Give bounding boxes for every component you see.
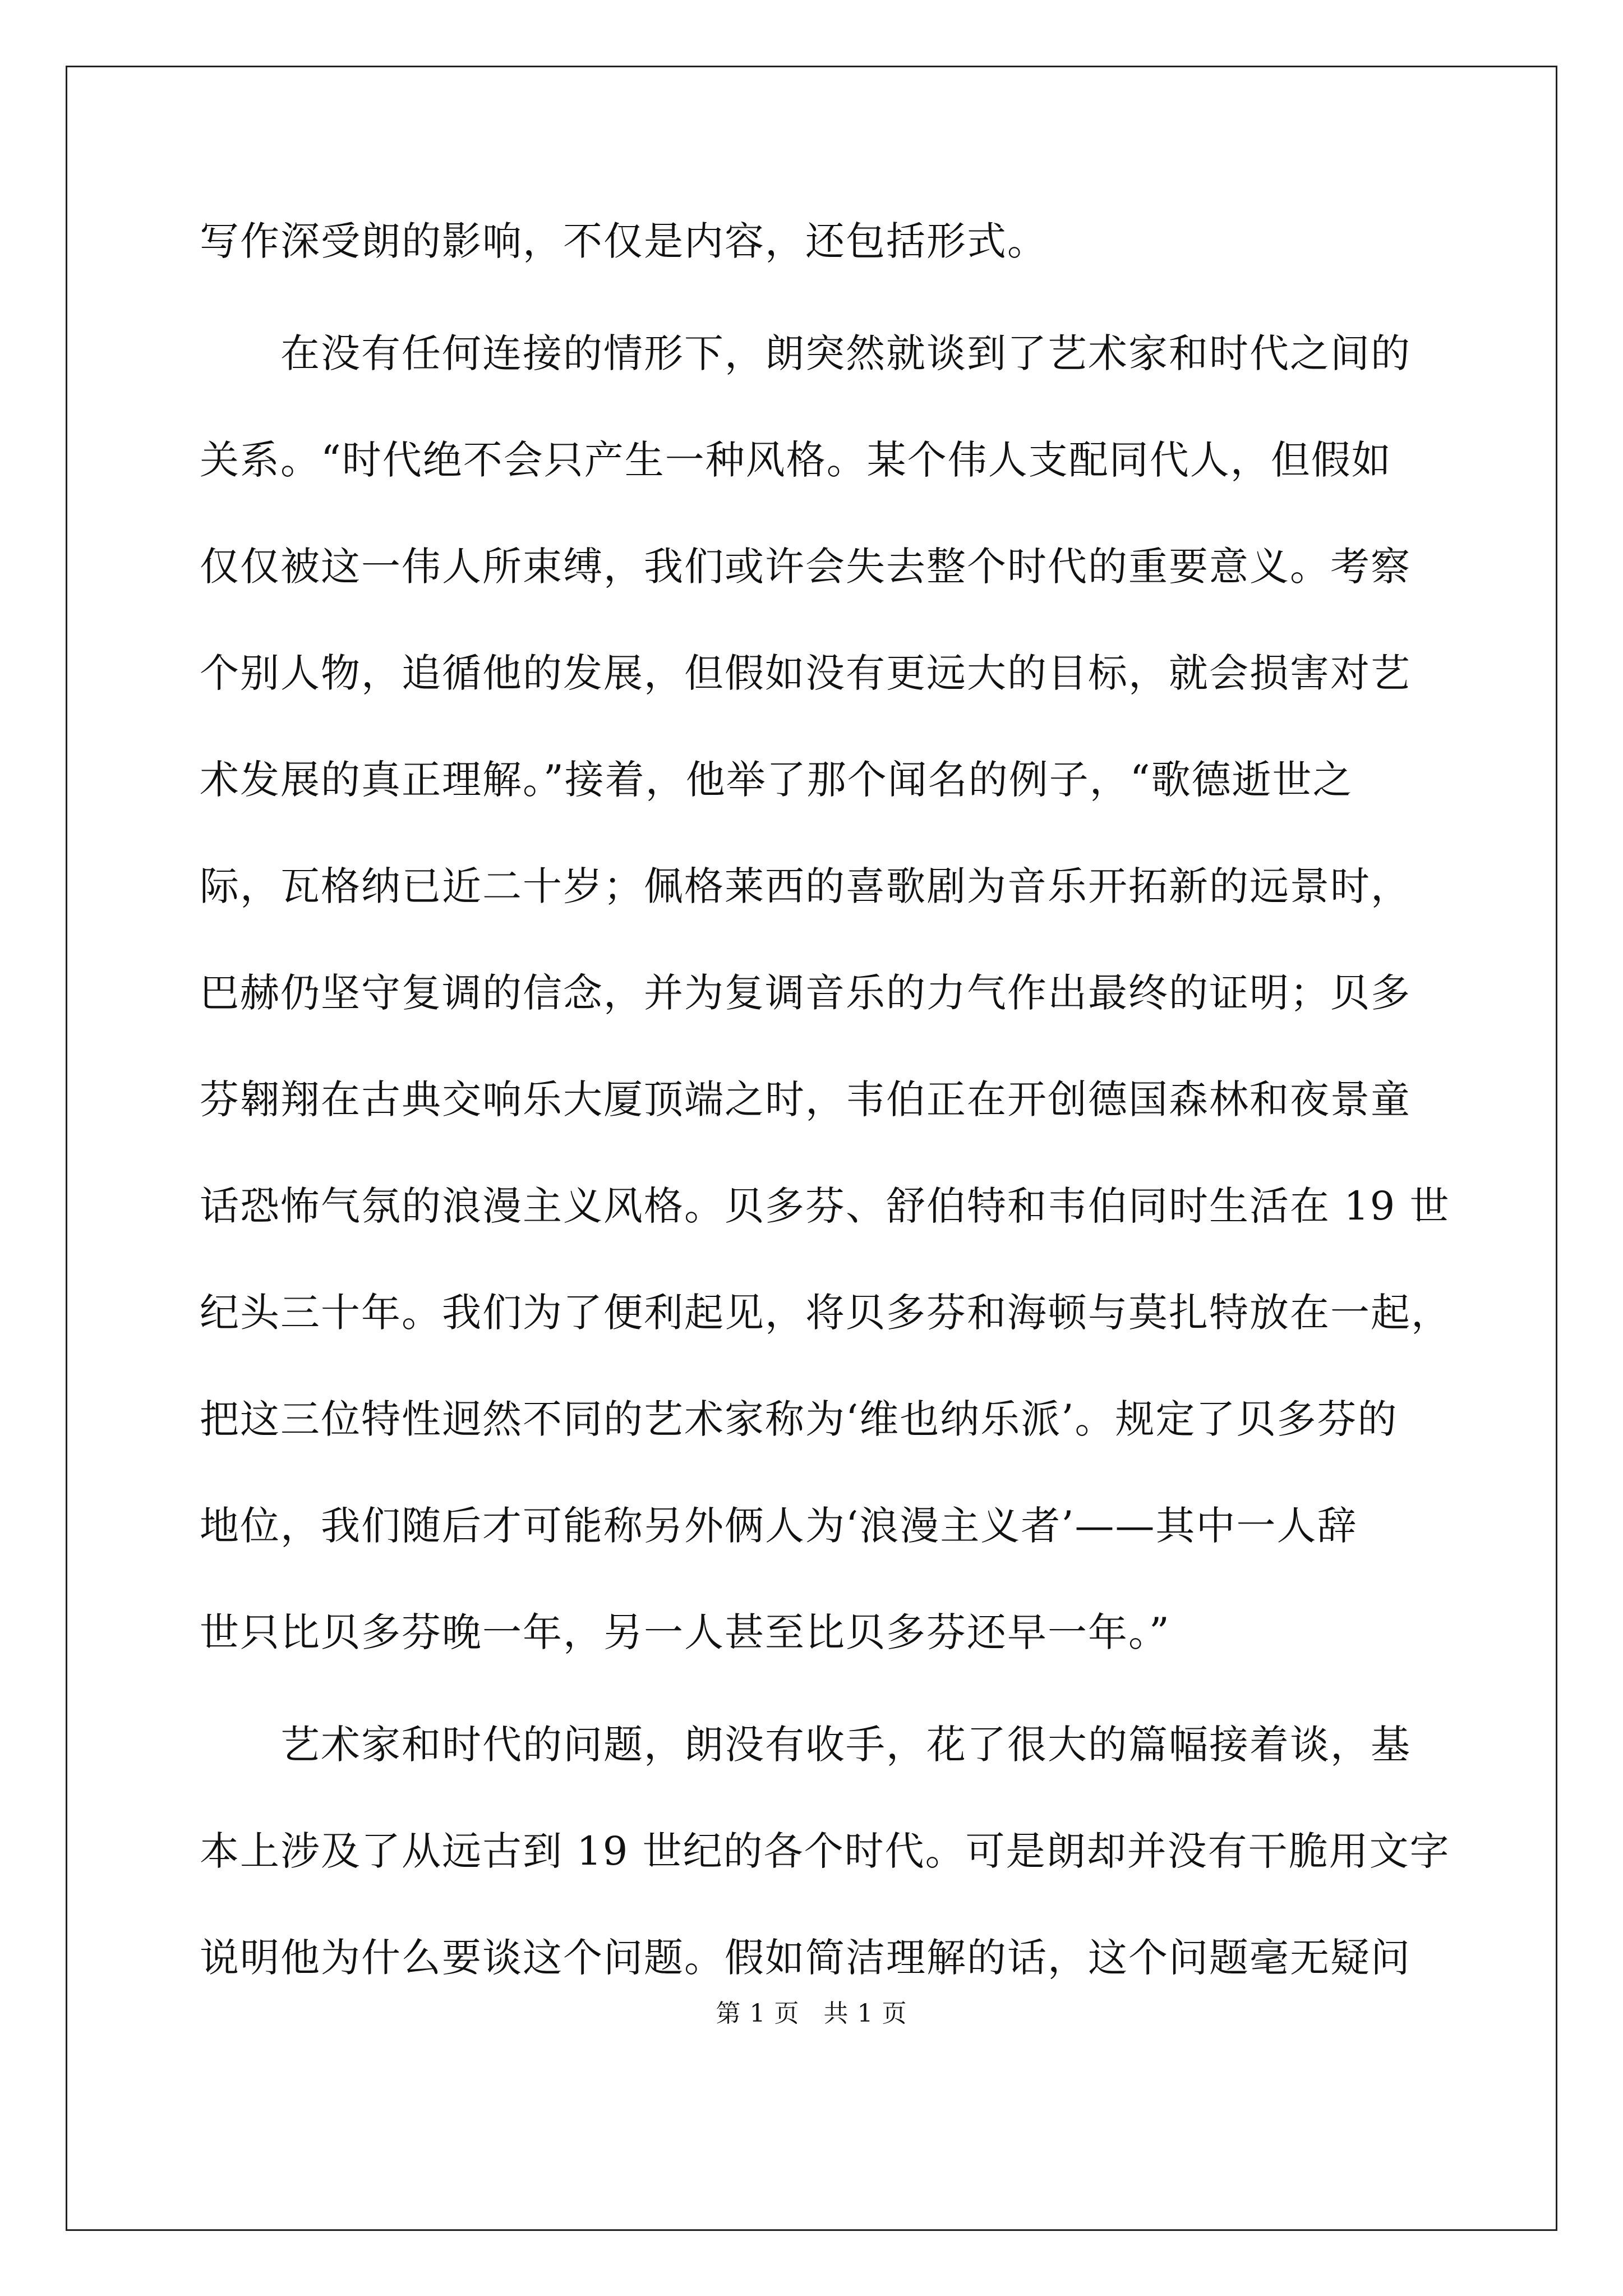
page-border xyxy=(66,66,1557,2231)
text-line: 艺术家和时代的问题，朗没有收手，花了很大的篇幅接着谈，基 xyxy=(200,1722,1411,1768)
page-footer xyxy=(0,1997,1623,2031)
text-line: 个别人物，追循他的发展，但假如没有更远大的目标，就会损害对艺 xyxy=(200,650,1411,696)
text-line: 说明他为什么要谈这个问题。假如简洁理解的话，这个问题毫无疑问 xyxy=(200,1935,1411,1981)
text-line: 关系。“时代绝不会只产生一种风格。某个伟人支配同代人，但假如 xyxy=(200,437,1392,483)
text-line: 在没有任何连接的情形下，朗突然就谈到了艺术家和时代之间的 xyxy=(200,330,1411,376)
text-line: 际，瓦格纳已近二十岁；佩格莱西的喜歌剧为音乐开拓新的远景时， xyxy=(200,863,1411,909)
text-line: 芬翱翔在古典交响乐大厦顶端之时，韦伯正在开创德国森林和夜景童 xyxy=(200,1076,1411,1122)
text-line: 世只比贝多芬晚一年，另一人甚至比贝多芬还早一年。” xyxy=(200,1609,1170,1655)
text-line: 把这三位特性迥然不同的艺术家称为‘维也纳乐派’。规定了贝多芬的 xyxy=(200,1396,1398,1442)
text-line: 写作深受朗的影响，不仅是内容，还包括形式。 xyxy=(200,218,1048,264)
text-line: 仅仅被这一伟人所束缚，我们或许会失去整个时代的重要意义。考察 xyxy=(200,544,1411,590)
page-number-total: 共 1 页 xyxy=(823,1999,907,2028)
page-number-current: 第 1 页 xyxy=(716,1999,800,2028)
text-line: 地位，我们随后才可能称另外俩人为‘浪漫主义者’——其中一人辞 xyxy=(200,1503,1358,1549)
text-line: 术发展的真正理解。”接着，他举了那个闻名的例子，“歌德逝世之 xyxy=(200,757,1353,803)
text-line: 话恐怖气氛的浪漫主义风格。贝多芬、舒伯特和韦伯同时生活在 19 世 xyxy=(200,1183,1450,1229)
text-line: 本上涉及了从远古到 19 世纪的各个时代。可是朗却并没有干脆用文字 xyxy=(200,1828,1450,1874)
text-line: 纪头三十年。我们为了便利起见，将贝多芬和海顿与莫扎特放在一起， xyxy=(200,1290,1451,1336)
text-line: 巴赫仍坚守复调的信念，并为复调音乐的力气作出最终的证明；贝多 xyxy=(200,970,1411,1016)
